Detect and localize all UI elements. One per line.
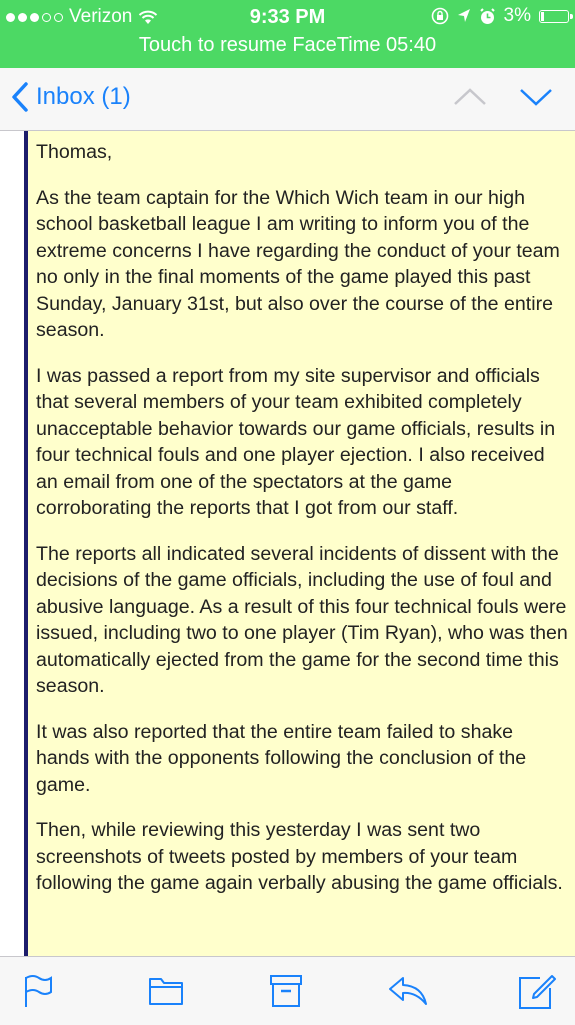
quoted-message-body	[24, 131, 575, 956]
message-paragraph: Then, while reviewing this yesterday I was sent two screenshots of tweets posted by members of your team following the game again verbally abusing the game officials.	[36, 819, 563, 894]
compose-button[interactable]	[518, 974, 556, 1015]
message-paragraph: As the team captain for the Which Wich team in our high school basketball league I am writing to inform you of the extreme concerns I have regarding the conduct of your team no only in the final moments of the game played this past Sunday, January 31st, but also over the course of the entire season.	[36, 186, 560, 341]
message-paragraph: The reports all indicated several incidents of dissent with the decisions of the game officials, including the use of foul and abusive language. As a result of this four technical fouls were issued, including two to one player (Tim Ryan), who was then automatically ejected from the game for the second time this season.	[36, 542, 568, 697]
message-paragraph: It was also reported that the entire team failed to shake hands with the opponents following the conclusion of the game.	[36, 720, 527, 796]
bottom-toolbar	[0, 956, 575, 1025]
alarm-icon	[479, 8, 496, 25]
carrier-name: Verizon	[69, 6, 133, 27]
message-paragraph: Thomas,	[36, 141, 113, 163]
archive-box-icon	[270, 974, 302, 1008]
chevron-down-icon	[518, 82, 554, 112]
battery-percentage: 3%	[503, 5, 531, 26]
back-button-label: Inbox (1)	[36, 83, 131, 110]
flag-button[interactable]	[22, 974, 54, 1013]
battery-icon	[539, 10, 569, 23]
location-icon	[457, 8, 471, 24]
message-paragraph: I was passed a report from my site supervisor and officials that several members of your team exhibited completely unacceptable behavior towards our game officials, results in four technical fouls and one player ejection. I also received an email from one of the spectators at the game corroborating the reports that I got from our staff.	[36, 364, 556, 519]
rotation-lock-icon	[431, 7, 449, 25]
previous-message-button[interactable]	[452, 82, 488, 117]
chevron-left-icon	[10, 81, 30, 113]
compose-icon	[518, 974, 556, 1010]
navigation-bar	[0, 68, 575, 131]
status-bar	[0, 0, 575, 68]
message-content-area[interactable]	[0, 131, 575, 956]
facetime-resume-banner[interactable]: Touch to resume FaceTime 05:40	[138, 34, 437, 56]
chevron-up-icon	[452, 82, 488, 112]
flag-icon	[22, 974, 54, 1008]
reply-button[interactable]	[388, 974, 428, 1011]
folder-icon	[148, 974, 184, 1006]
reply-arrow-icon	[388, 974, 428, 1006]
move-to-folder-button[interactable]	[148, 974, 184, 1011]
archive-button[interactable]	[270, 974, 302, 1013]
back-to-inbox-button[interactable]	[10, 81, 131, 113]
next-message-button[interactable]	[518, 82, 554, 117]
clock: 9:33 PM	[249, 6, 326, 28]
